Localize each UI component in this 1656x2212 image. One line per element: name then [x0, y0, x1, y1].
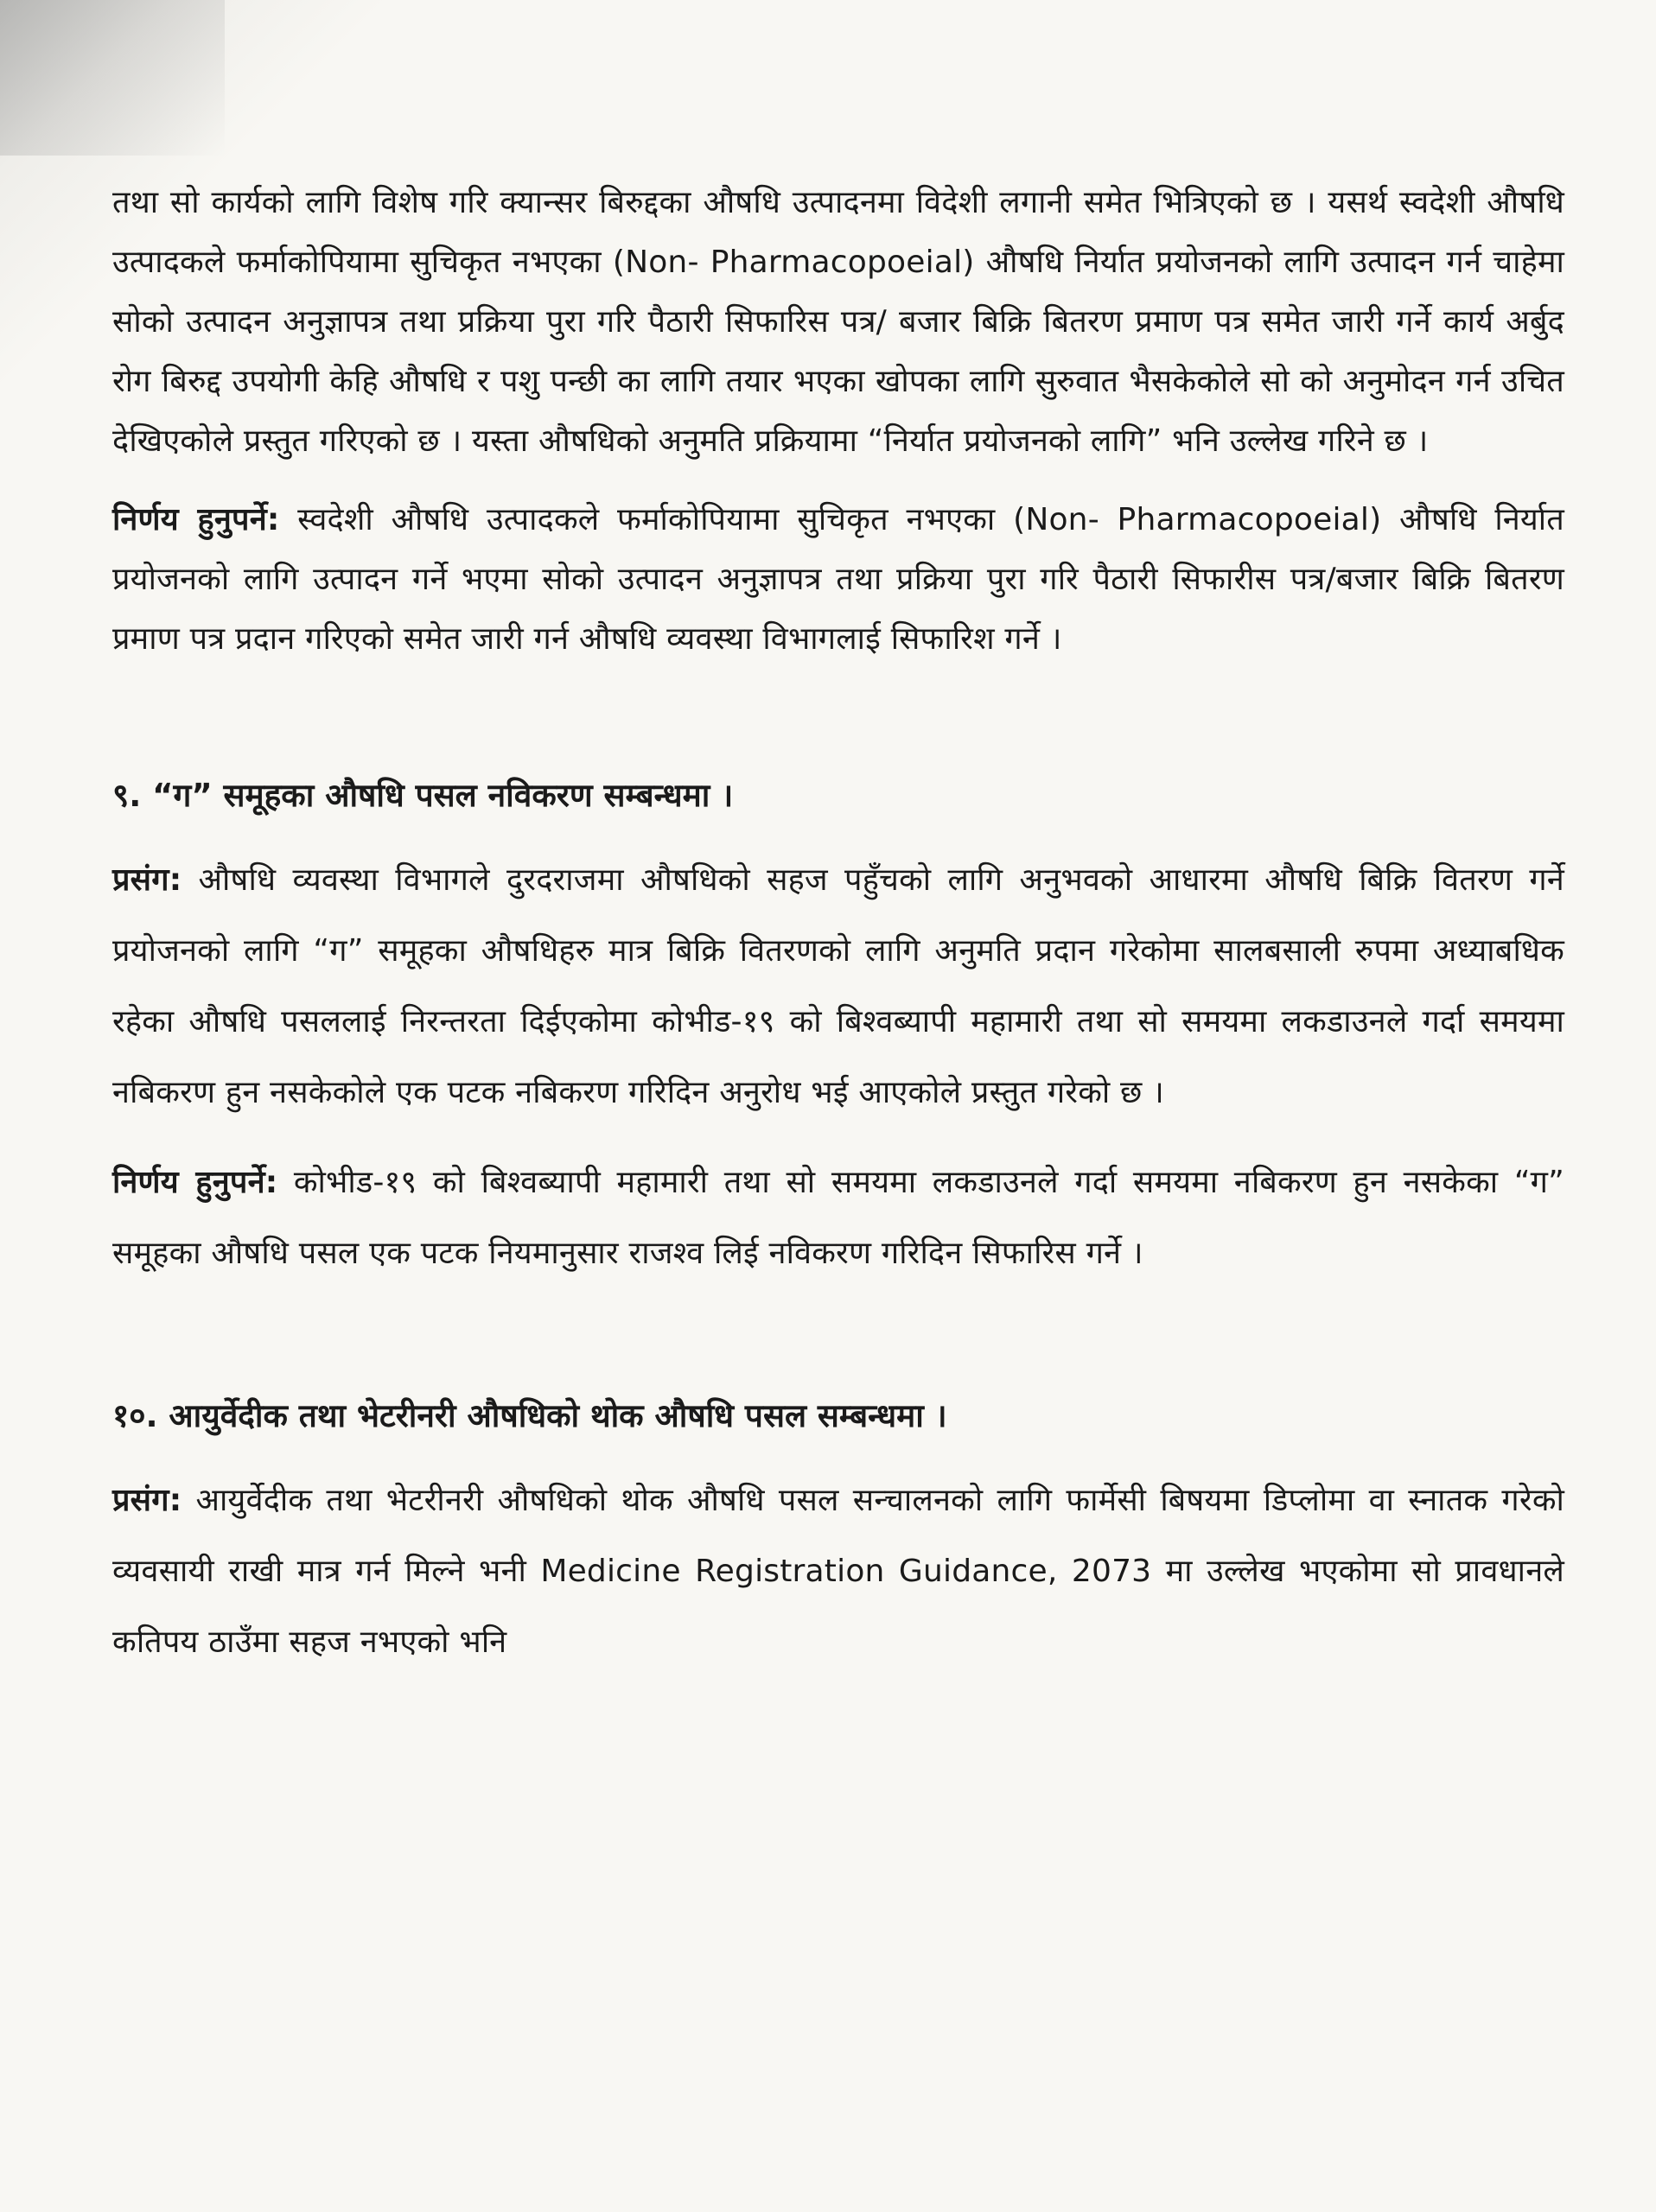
section-9-heading: ९. “ग” समूहका औषधि पसल नविकरण सम्बन्धमा ।: [112, 777, 734, 814]
section-10-heading: १०. आयुर्वेदीक तथा भेटरीनरी औषधिको थोक औषधि पसल सम्बन्धमा ।: [112, 1397, 947, 1434]
page-shadow: [0, 0, 225, 156]
intro-paragraph: तथा सो कार्यको लागि विशेष गरि क्यान्सर बिरुद्दका औषधि उत्पादनमा विदेशी लगानी समेत भित्रिएको छ । यसर्थ स्वदेशी औषधि उत्पादकले फर्माकोपियामा सुचिकृत नभएका (Non- Pharmacopoeial) औषधि निर्यात प्रयोजनको लागि उत्पादन गर्न चाहेमा सोको उत्पादन अनुज्ञापत्र तथा प्रक्रिया पुरा गरि पैठारी सिफारिस पत्र/ बजार बिक्रि बितरण प्रमाण पत्र समेत जारी गर्ने कार्य अर्बुद रोग बिरुद्द उपयोगी केहि औषधि र पशु पन्छी का लागि तयार भएका खोपका लागि सुरुवात भैसकेकोले सो को अनुमोदन गर्न उचित देखिएकोले प्रस्तुत गरिएको छ । यस्ता औषधिको अनुमति प्रक्रियामा “निर्यात प्रयोजनको लागि” भनि उल्लेख गरिने छ ।: [112, 185, 1564, 459]
decision-text: कोभीड-१९ को बिश्वब्यापी महामारी तथा सो समयमा लकडाउनले गर्दा समयमा नबिकरण हुन नसकेका “ग” समूहका औषधि पसल एक पटक नियमानुसार राजश्व लिई नविकरण गरिदिन सिफारिस गर्ने ।: [112, 1165, 1564, 1271]
section-9-context-paragraph: [112, 845, 1564, 1128]
context-label: प्रसंग:: [112, 862, 182, 898]
decision-text: स्वदेशी औषधि उत्पादकले फर्माकोपियामा सुचिकृत नभएका (Non- Pharmacopoeial) औषधि निर्यात प्रयोजनको लागि उत्पादन गर्ने भएमा सोको उत्पादन अनुज्ञापत्र तथा प्रक्रिया पुरा गरि पैठारी सिफारीस पत्र/बजार बिक्रि बितरण प्रमाण पत्र प्रदान गरिएको समेत जारी गर्न औषधि व्यवस्था विभागलाई सिफारिश गर्ने ।: [112, 502, 1565, 657]
decision-paragraph-1: [112, 490, 1564, 669]
document-body: [112, 173, 1564, 1678]
decision-label: निर्णय हुनुपर्ने:: [112, 502, 280, 537]
context-text: आयुर्वेदीक तथा भेटरीनरी औषधिको थोक औषधि पसल सन्चालनको लागि फार्मेसी बिषयमा डिप्लोमा वा स्नातक गरेको व्यवसायी राखी मात्र गर्न मिल्ने भनी Medicine Registration Guidance, 2073 मा उल्लेख भएकोमा सो प्रावधानले कतिपय ठाउँमा सहज नभएको भनि: [112, 1483, 1564, 1660]
section-9-decision-paragraph: [112, 1147, 1564, 1289]
decision-label: निर्णय हुनुपर्ने:: [112, 1165, 278, 1200]
context-label: प्रसंग:: [112, 1483, 182, 1518]
section-10-context-paragraph: [112, 1465, 1564, 1678]
context-text: औषधि व्यवस्था विभागले दुरदराजमा औषधिको सहज पहुँचको लागि अनुभवको आधारमा औषधि बिक्रि वितरण गर्ने प्रयोजनको लागि “ग” समूहका औषधिहरु मात्र बिक्रि वितरणको लागि अनुमति प्रदान गरेकोमा सालबसाली रुपमा अध्याबधिक रहेका औषधि पसललाई निरन्तरता दिईएकोमा कोभीड-१९ को बिश्वब्यापी महामारी तथा सो समयमा लकडाउनले गर्दा समयमा नबिकरण हुन नसकेकोले एक पटक नबिकरण गरिदिन अनुरोध भई आएकोले प्रस्तुत गरेको छ ।: [112, 862, 1564, 1110]
